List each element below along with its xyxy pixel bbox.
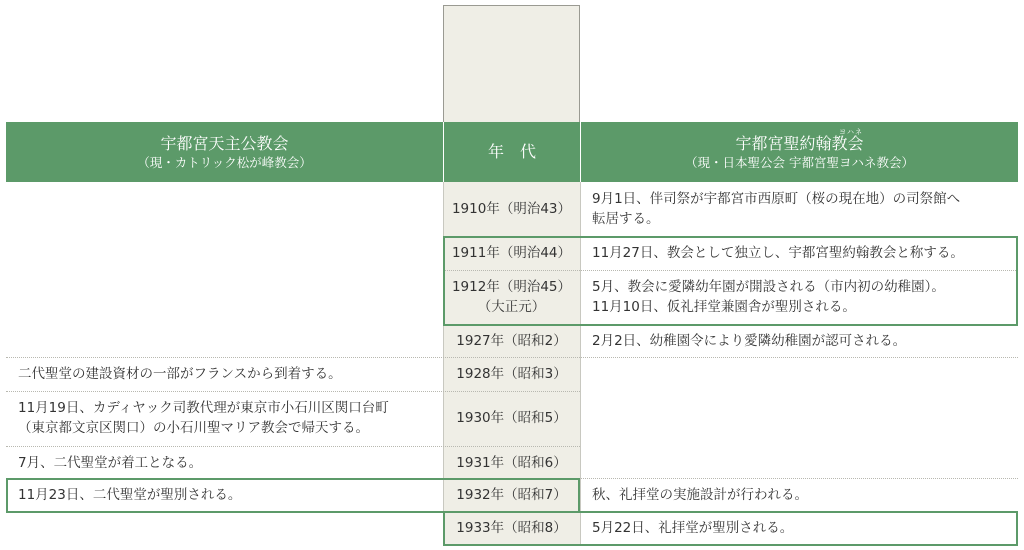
- left-header: [6, 122, 443, 182]
- right-cell-line: 2月2日、幼稚園令により愛隣幼稚園が認可される。: [592, 333, 907, 349]
- row-separator: [6, 446, 580, 447]
- left-header-title: 宇都宮天主公教会: [160, 134, 289, 153]
- row-separator: [6, 391, 580, 392]
- row-separator: [6, 357, 1018, 358]
- year-cell: 1930年（昭和5）: [456, 410, 567, 426]
- year-cell: 1928年（昭和3）: [456, 366, 567, 382]
- right-cell-line: 転居する。: [592, 211, 660, 227]
- right-cell-line: 秋、礼拝堂の実施設計が行われる。: [592, 487, 808, 503]
- left-cell-line: 二代聖堂の建設資材の一部がフランスから到着する。: [18, 366, 342, 382]
- table-header: [6, 122, 1018, 182]
- year-header-title: 年 代: [487, 142, 536, 161]
- right-cell-line: 5月、教会に愛隣幼年園が開設される（市内初の幼稚園）。: [592, 279, 945, 295]
- center-header: [444, 122, 580, 182]
- year-cell: 1912年（明治45）: [451, 279, 572, 295]
- year-cell: 1927年（昭和2）: [456, 333, 567, 349]
- right-header: [581, 122, 1018, 182]
- left-cell-line: （東京都文京区関口）の小石川聖マリア教会で帰天する。: [18, 420, 369, 436]
- right-header-title: 宇都宮聖約翰教会: [735, 134, 864, 153]
- right-cell-line: 11月10日、仮礼拝堂兼園舎が聖別される。: [592, 299, 856, 315]
- right-cell-line: 11月27日、教会として独立し、宇都宮聖約翰教会と称する。: [592, 245, 964, 261]
- year-cell: 1933年（昭和8）: [456, 520, 567, 536]
- year-cell-sub: （大正元）: [477, 299, 546, 315]
- highlight-box-1933: [443, 511, 1018, 546]
- highlight-box-1932-left: [6, 478, 580, 513]
- left-cell-line: 11月19日、カディヤック司教代理が東京市小石川区関口台町: [18, 400, 389, 416]
- year-cell: 1931年（昭和6）: [456, 455, 567, 471]
- year-cell: 1911年（明治44）: [451, 245, 572, 261]
- right-cell-line: 9月1日、伴司祭が宇都宮市西原町（桜の現在地）の司祭館へ: [592, 191, 961, 207]
- year-column-top: [443, 5, 580, 123]
- right-header-subtitle: （現・日本聖公会 宇都宮聖ヨハネ教会）: [685, 155, 914, 170]
- left-cell-line: 11月23日、二代聖堂が聖別される。: [18, 487, 242, 503]
- left-header-subtitle: （現・カトリック松が峰教会）: [137, 155, 312, 170]
- highlight-box-1911-1912: [443, 236, 1018, 326]
- right-cell-line: 5月22日、礼拝堂が聖別される。: [592, 520, 794, 536]
- left-cell-line: 7月、二代聖堂が着工となる。: [18, 455, 203, 471]
- year-cell: 1932年（昭和7）: [456, 487, 567, 503]
- right-header-ruby: ヨハネ: [839, 128, 863, 136]
- year-cell: 1910年（明治43）: [451, 201, 572, 217]
